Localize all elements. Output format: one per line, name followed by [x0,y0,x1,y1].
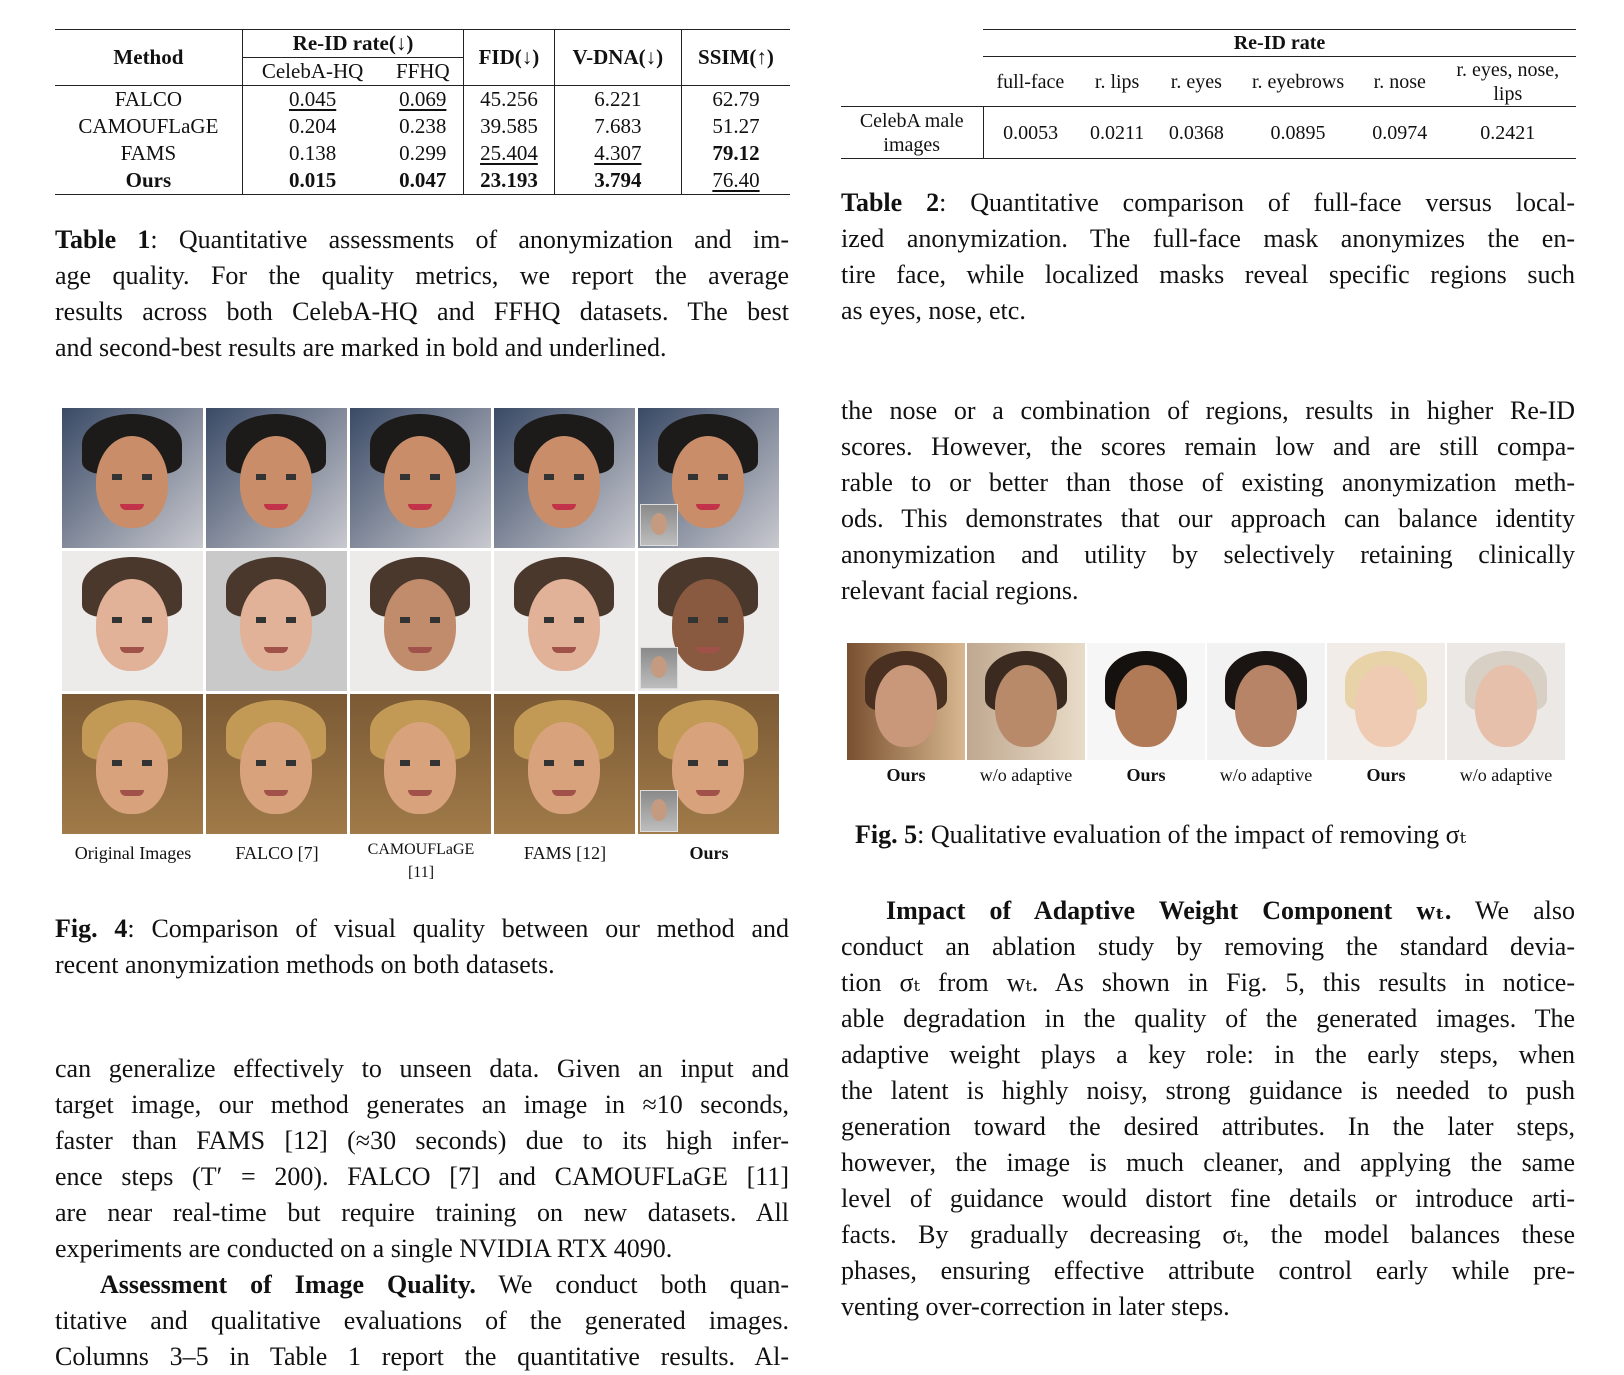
header-reid-rate: Re-ID rate [983,30,1576,57]
cell-method: Ours [125,168,172,192]
face-image-camouflage [350,408,491,548]
text-span: We conduct both quan- [475,1270,789,1299]
face [384,436,456,528]
cell-fid: 39.585 [464,113,554,140]
text-span: generation toward the desired attributes. In the later steps, [841,1112,1575,1141]
label-fams: FAMS [12] [523,843,607,863]
table-1-caption-line [55,330,789,366]
mouth [696,647,720,653]
face [96,579,168,671]
fig5-image [847,643,965,760]
text-span: titative and qualitative evaluations of the generated images. [55,1306,789,1335]
target-thumbnail [640,504,678,546]
body-text-line [841,1181,1575,1217]
face [875,665,937,747]
face [528,722,600,814]
header-celeba: CelebA-HQ [242,58,382,86]
face-image-falco [206,551,347,691]
cell-method: CAMOUFLaGE [78,114,219,138]
fig5-image [1447,643,1565,760]
eyes [688,474,728,480]
face [1115,665,1177,747]
body-text-line [841,1037,1575,1073]
cell-ssim: 51.27 [681,113,790,140]
text-span: the latent is highly noisy, strong guidance is needed to push [841,1076,1575,1105]
header-eyes: r. eyes [1170,70,1222,93]
cell-fid: 45.256 [464,86,554,114]
cell-celeba: 0.204 [242,113,382,140]
text-span: : Quantitative assessments of anonymization and im- [150,225,790,254]
target-thumbnail [640,790,678,832]
eyes [256,474,296,480]
table-2-caption-line [841,185,1575,221]
face-image-ours [638,408,779,548]
cell-celeba: 0.138 [242,140,382,167]
label-original: Original Images [74,843,192,863]
eyes [112,617,152,623]
text-span: are near real-time but require training on new datasets. All [55,1198,789,1227]
text-span: results across both CelebA-HQ and FFHQ datasets. The best [55,297,789,326]
header-line: r. eyes, nose, [1456,58,1560,81]
caption-label: Fig. 4 [55,914,128,943]
mouth [120,504,144,510]
cell-fid: 25.404 [480,141,538,165]
body-text-line [841,465,1575,501]
header-line: lips [1493,82,1523,105]
fig5-label: w/o adaptive [1459,765,1553,785]
eyes [400,617,440,623]
label-falco: FALCO [7] [235,843,319,863]
body-text-line [55,1159,789,1195]
face-image-ours [638,694,779,834]
body-text-line [55,1339,789,1375]
text-span: : Comparison of visual quality between our method and [127,914,790,943]
body-text-line [55,1123,789,1159]
face-image-fams [494,551,635,691]
face-image-fams [494,694,635,834]
table-2 [841,29,1576,159]
table-row [55,140,790,167]
text-span: anonymization and utility by selectively retaining clinically [841,540,1575,569]
mouth [408,504,432,510]
table-1-caption-line [55,258,789,294]
text-span: We also [1451,896,1575,925]
mouth [552,647,576,653]
cell-ffhq: 0.047 [399,168,447,192]
face [240,722,312,814]
text-span: able degradation in the quality of the generated images. The [841,1004,1575,1033]
row-label: images [883,133,941,156]
face [672,722,744,814]
face-image-fams [494,408,635,548]
eyes [688,617,728,623]
cell-ffhq: 0.299 [399,141,447,165]
figure-4-caption-line [55,911,789,947]
eyes [112,760,152,766]
fig5-image [1207,643,1325,760]
caption-label: Table 2 [841,188,940,217]
mouth [552,504,576,510]
text-span: venting over-correction in later steps. [841,1292,1230,1321]
text-span: adaptive weight plays a key role: in the early steps, when [841,1040,1575,1069]
text-span: facts. By gradually decreasing σₜ, the model balances these [841,1220,1575,1249]
text-span: Columns 3–5 in Table 1 report the quantitative results. Al- [55,1342,789,1371]
text-span: target image, our method generates an image in ≈10 seconds, [55,1090,789,1119]
label-camouflage-ref: [11] [407,864,435,881]
header-nose: r. nose [1373,70,1426,93]
body-text-line [55,1303,789,1339]
face [672,436,744,528]
header-fid: FID(↓) [464,30,554,86]
caption-label: Fig. 5 [855,820,918,849]
header-ssim: SSIM(↑) [681,30,790,86]
header-eyebrows: r. eyebrows [1251,70,1345,93]
text-span: age quality. For the quality metrics, we report the average [55,261,789,290]
text-span: tion σₜ from wₜ. As shown in Fig. 5, this results in notice- [841,968,1575,997]
text-span: phases, ensuring effective attribute control early while pre- [841,1256,1575,1285]
text-span: conduct an ablation study by removing the standard devia- [841,932,1575,961]
label-ours: Ours [689,843,729,863]
body-text-line [841,1073,1575,1109]
eyes [256,617,296,623]
face [96,722,168,814]
header-lips: r. lips [1094,70,1140,93]
face [384,579,456,671]
eyes [544,760,584,766]
text-span: scores. However, the scores remain low and are still compa- [841,432,1575,461]
face-image-ours [638,551,779,691]
face-image-original [62,694,203,834]
fig5-label: Ours [1126,765,1166,785]
mouth [264,504,288,510]
face-image-original [62,551,203,691]
face [384,722,456,814]
cell-vdna: 6.221 [554,86,681,114]
body-text-line [841,929,1575,965]
cell-ffhq: 0.238 [399,114,447,138]
eyes [400,760,440,766]
cell-vdna: 3.794 [554,167,681,195]
text-span: tire face, while localized masks reveal specific regions such [841,260,1575,289]
body-text-line [55,1051,789,1087]
cell-ssim: 79.12 [681,140,790,167]
header-reid: Re-ID rate(↓) [242,30,463,58]
cell-value: 0.0895 [1270,121,1326,144]
text-span: : Qualitative evaluation of the impact of removing σₜ [917,820,1467,849]
mouth [264,790,288,796]
cell-vdna: 7.683 [554,113,681,140]
cell-ssim: 76.40 [712,168,760,192]
text-span: ized anonymization. The full-face mask anonymizes the en- [841,224,1575,253]
table-1-caption-line [55,222,789,258]
text-span: ods. This demonstrates that our approach can balance identity [841,504,1575,533]
section-heading: Impact of Adaptive Weight Component wₜ. [886,896,1452,925]
table-2-caption-line [841,257,1575,293]
eyes [256,760,296,766]
body-text-line [841,965,1575,1001]
cell-value: 0.2421 [1480,121,1536,144]
eyes [544,474,584,480]
text-span: and second-best results are marked in bold and underlined. [55,333,667,362]
table-row [841,107,1576,159]
text-span: the nose or a combination of regions, results in higher Re-ID [841,396,1575,425]
fig5-image [1087,643,1205,760]
cell-fid: 23.193 [464,167,554,195]
body-text-line [841,537,1575,573]
figure-4-caption-line [55,947,789,983]
text-span: relevant facial regions. [841,576,1079,605]
header-vdna: V-DNA(↓) [554,30,681,86]
cell-celeba: 0.045 [288,87,337,111]
face [995,665,1057,747]
mouth [408,647,432,653]
body-text-line [55,1231,789,1267]
mouth [408,790,432,796]
face-image-camouflage [350,551,491,691]
text-span: : Quantitative comparison of full-face versus local- [939,188,1575,217]
mouth [552,790,576,796]
body-text-line [841,429,1575,465]
fig5-label: w/o adaptive [979,765,1073,785]
text-span: experiments are conducted on a single NVIDIA RTX 4090. [55,1234,673,1263]
text-span: ence steps (T′ = 200). FALCO [7] and CAMOUFLaGE [11] [55,1162,789,1191]
cell-value: 0.0211 [1089,121,1145,144]
text-span: rable to or better than those of existing anonymization meth- [841,468,1575,497]
table-1-caption-line [55,294,789,330]
row-label: CelebA male [859,109,964,132]
face-image-original [62,408,203,548]
body-text-line [841,1145,1575,1181]
face [1475,665,1537,747]
table-2-caption-line [841,221,1575,257]
fig5-image [967,643,1085,760]
target-thumbnail [640,647,678,689]
face [672,579,744,671]
text-span: faster than FAMS [12] (≈30 seconds) due to its high infer- [55,1126,789,1155]
section-heading: Assessment of Image Quality. [100,1270,476,1299]
face [1235,665,1297,747]
mouth [120,790,144,796]
face [96,436,168,528]
body-text-line [841,1253,1575,1289]
table-row [55,113,790,140]
caption-label: Table 1 [55,225,151,254]
body-text-line [55,1087,789,1123]
mouth [696,790,720,796]
body-text-line [841,1109,1575,1145]
face [240,436,312,528]
body-text-line [841,573,1575,609]
fig5-label: Ours [886,765,926,785]
text-span: however, the image is much cleaner, and applying the same [841,1148,1575,1177]
cell-celeba: 0.015 [242,167,382,195]
cell-ffhq: 0.069 [399,87,447,111]
cell-value: 0.0053 [1003,121,1059,144]
eyes [544,617,584,623]
eyes [688,760,728,766]
body-text-line [841,1217,1575,1253]
text-span: recent anonymization methods on both datasets. [55,950,555,979]
label-camouflage: CAMOUFLaGE [367,841,475,858]
cell-method: FALCO [114,87,183,111]
figure-5-caption-line [855,817,1555,853]
body-text-line [841,1289,1575,1325]
cell-ssim: 62.79 [681,86,790,114]
face [528,579,600,671]
face [528,436,600,528]
body-text-line [841,501,1575,537]
header-full-face: full-face [996,70,1065,93]
header-eyes-nose-lips [1440,57,1576,107]
eyes [400,474,440,480]
table-row [55,167,790,195]
face [1355,665,1417,747]
face [240,579,312,671]
table-row [55,86,790,114]
face-image-falco [206,408,347,548]
cell-value: 0.0368 [1168,121,1224,144]
body-text-line [100,1267,789,1303]
header-ffhq: FFHQ [382,58,463,86]
eyes [112,474,152,480]
text-span: as eyes, nose, etc. [841,296,1026,325]
cell-vdna: 4.307 [594,141,642,165]
fig5-label: w/o adaptive [1219,765,1313,785]
header-method: Method [113,45,184,69]
cell-method: FAMS [120,141,177,165]
table-2-caption-line [841,293,1575,329]
table-1 [55,29,790,195]
mouth [696,504,720,510]
fig5-label: Ours [1366,765,1406,785]
body-text-line [55,1195,789,1231]
body-text-line [886,893,1575,929]
cell-value: 0.0974 [1372,121,1428,144]
fig5-image [1327,643,1445,760]
text-span: can generalize effectively to unseen data. Given an input and [55,1054,789,1083]
body-text-line [841,1001,1575,1037]
face-image-camouflage [350,694,491,834]
body-text-line [841,393,1575,429]
mouth [264,647,288,653]
face-image-falco [206,694,347,834]
mouth [120,647,144,653]
text-span: level of guidance would distort fine details or introduce arti- [841,1184,1575,1213]
